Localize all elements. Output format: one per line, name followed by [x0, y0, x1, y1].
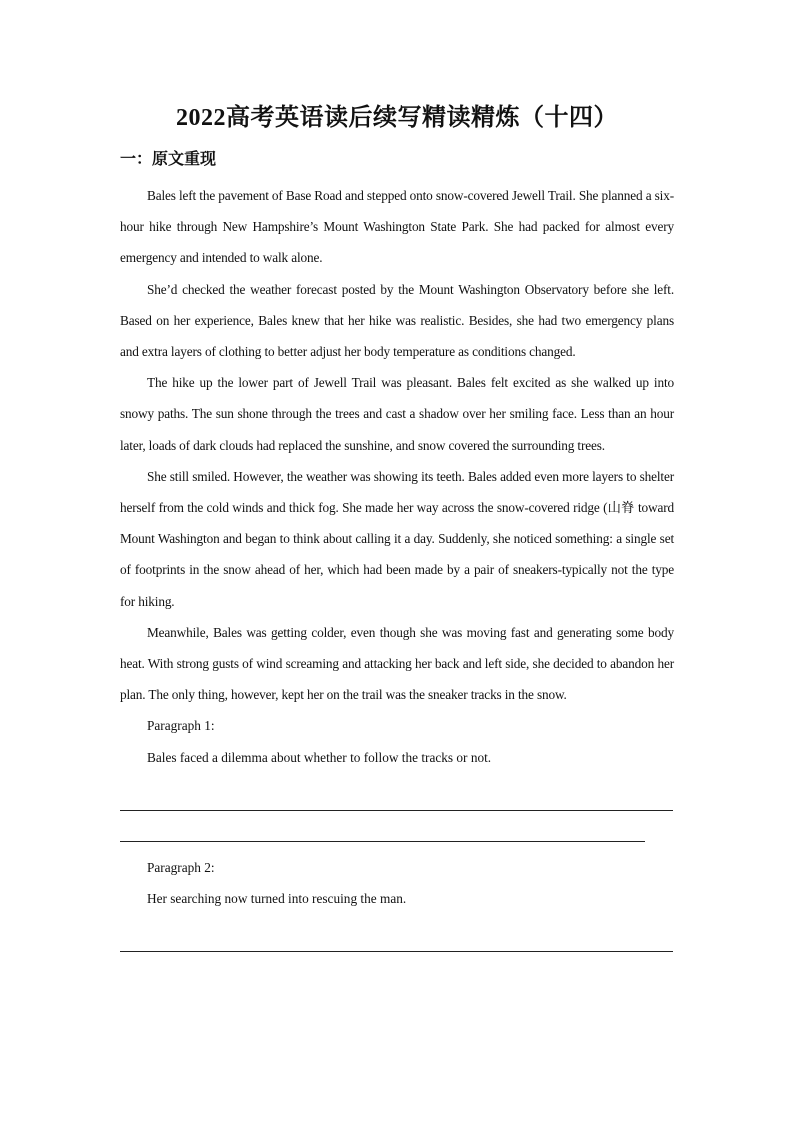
writing-line — [120, 811, 674, 842]
article-body — [120, 180, 674, 952]
section-heading: 一：原文重现 — [120, 151, 217, 168]
writing-line — [120, 773, 674, 811]
article-paragraph: She still smiled. However, the weather was showing its teeth. Bales added even more layers to shelter herself from the cold winds and thick fog. She made her way across the snow-covered ridge (山脊 toward Mount Washington and began to think about calling it a day. Suddenly, she noticed something: a single set of footprints in the snow ahead of her, which had been made by a pair of sneakers-typically not the type for hiking. — [120, 468, 674, 609]
paragraph-1-opening: Bales faced a dilemma about whether to follow the tracks or not. — [147, 749, 492, 765]
document-page — [120, 0, 674, 1123]
article-paragraph: Meanwhile, Bales was getting colder, even though she was moving fast and generating some body heat. With strong gusts of wind screaming and attacking her back and left side, she decided to abandon her plan. The only thing, however, kept her on the trail was the sneaker tracks in the snow. — [120, 624, 674, 703]
paragraph-1-label: Paragraph 1: — [147, 718, 215, 734]
article-paragraph: She’d checked the weather forecast posted by the Mount Washington Observatory before she left. Based on her experience, Bales knew that her hike was realistic. Besides, she had two emergency plans and extra layers of clothing to better adjust her body temperature as conditions changed. — [120, 281, 674, 360]
paragraph-2-opening: Her searching now turned into rescuing the man. — [147, 891, 407, 907]
writing-line — [120, 914, 674, 952]
page-title: 2022高考英语读后续写精读精炼（十四） — [176, 105, 618, 131]
paragraph-2-label: Paragraph 2: — [147, 859, 215, 875]
article-paragraph: The hike up the lower part of Jewell Trail was pleasant. Bales felt excited as she walked up into snowy paths. The sun shone through the trees and cast a shadow over her smiling face. Less than an hour later, loads of dark clouds had replaced the sunshine, and snow covered the surrounding trees. — [120, 375, 674, 453]
article-paragraph: Bales left the pavement of Base Road and stepped onto snow-covered Jewell Trail. She planned a six-hour hike through New Hampshire’s Mount Washington State Park. She had packed for almost every emergency and intended to walk alone. — [120, 188, 674, 266]
